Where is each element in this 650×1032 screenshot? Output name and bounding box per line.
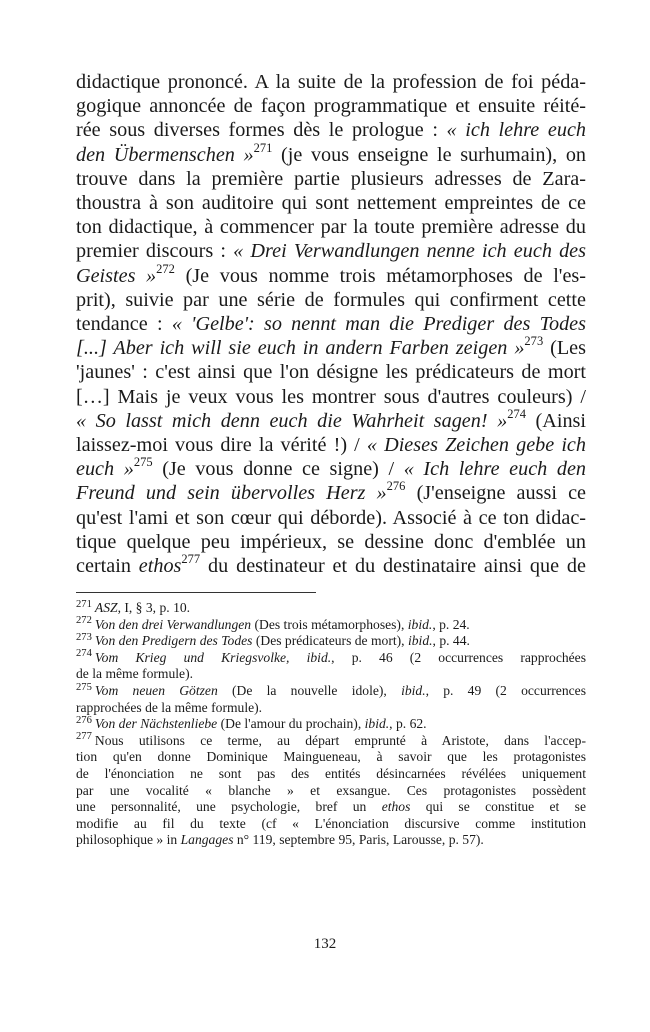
text-run: , p. 49 (2 occurrences [425, 682, 586, 698]
text-run: thoustra à son auditoire qui sont nettement empreintes de ce [76, 192, 586, 215]
body-line [76, 457, 586, 481]
footnote-line [76, 799, 586, 816]
body-line [76, 167, 586, 191]
body-line [76, 385, 586, 409]
text-run: , p. 24. [432, 616, 470, 632]
italic-run: ibid. [407, 616, 433, 632]
footnote-line [76, 733, 586, 750]
italic-run: ibid. [401, 682, 426, 698]
italic-run: Von den Predigern des Todes [94, 633, 253, 649]
body-line [76, 215, 586, 239]
footnote-line [76, 600, 586, 617]
footnote-number: 276 [76, 714, 92, 726]
italic-run: « Drei Verwandlungen nenne ich euch des [233, 240, 586, 263]
text-run: par une vocalité « blanche » et exsangue. Ces protagonistes possèdent [76, 782, 586, 798]
text-run: gogique annoncée de façon programmatique et ensuite réité- [76, 95, 586, 118]
text-run: , p. 44. [432, 633, 470, 649]
body-line [76, 312, 586, 336]
italic-run: Langages [180, 832, 234, 848]
footnote-line [76, 617, 586, 634]
text-run: premier discours : [76, 240, 234, 263]
text-run: certain [76, 555, 139, 578]
text-run: (Je vous nomme trois métamorphoses de l'es- [174, 264, 586, 287]
footnote-ref: 272 [156, 261, 175, 276]
footnotes [76, 600, 586, 849]
body-line [76, 481, 586, 505]
text-run: du destinateur et du destinataire ainsi que de [200, 555, 586, 578]
body-line [76, 140, 587, 167]
text-run: trouve dans la première partie plusieurs adresses de Zara- [76, 167, 586, 190]
footnote-ref: 274 [507, 407, 526, 422]
body-line [76, 261, 586, 288]
italic-run: ibid. [407, 633, 433, 649]
text-run: qu'est l'ami et son cœur qui déborde). Associé à ce ton didac- [76, 506, 586, 529]
italic-run: den Übermenschen » [76, 143, 254, 166]
footnote-ref: 275 [133, 455, 153, 470]
body-line [76, 530, 586, 554]
body-line [76, 336, 586, 360]
footnote-line [76, 766, 586, 783]
text-run: (De l'amour du prochain), [217, 716, 365, 732]
body-line [76, 118, 586, 142]
footnote-line [76, 700, 586, 717]
italic-run: « 'Gelbe': so nennt man die Prediger des Todes [171, 313, 586, 336]
text-run: 'jaunes' : c'est ainsi que l'on désigne les prédicateurs de mort [76, 361, 586, 384]
body-line [76, 409, 586, 433]
italic-run: ibid. [364, 716, 390, 732]
text-run: (Les [543, 337, 586, 360]
footnote-number: 272 [76, 615, 92, 627]
italic-run: « Ich lehre euch den [403, 458, 586, 481]
footnote-line [76, 783, 586, 800]
footnote-ref: 277 [181, 552, 201, 567]
body-line [76, 360, 586, 384]
italic-run: ASZ [94, 600, 118, 615]
italic-run: Geistes » [76, 264, 157, 287]
italic-run: Von der Nächstenliebe [94, 716, 218, 732]
body-line [76, 506, 586, 530]
page-number: 132 [313, 936, 337, 952]
body-line [76, 191, 586, 215]
text-run: prit), suivie par une série de formules qui confirment cette [76, 288, 586, 311]
text-run: (Je vous donne ce signe) / [152, 458, 404, 481]
footnote-ref: 276 [386, 479, 406, 494]
text-run: tendance : [76, 313, 172, 336]
text-run: de la même formule). [76, 666, 194, 682]
text-run: […] Mais je veux vous les montrer sous d'autres couleurs) / [76, 385, 586, 408]
text-run: (je vous enseigne le surhumain), on [272, 143, 587, 166]
body-line [76, 433, 586, 457]
body-line [76, 288, 586, 312]
text-run: , p. 46 (2 occurrences rapprochées [331, 649, 587, 665]
footnote-number: 277 [76, 731, 92, 743]
italic-run: [...] Aber ich will sie euch in andern Farben zeigen » [76, 337, 525, 360]
italic-run: ethos [138, 555, 182, 578]
text-run: rapprochées de la même formule). [76, 699, 263, 715]
footnote-number: 274 [76, 648, 92, 660]
body-line [76, 239, 586, 263]
footnote-number: 275 [76, 681, 92, 693]
italic-run: « So lasst mich denn euch die Wahrheit sagen! » [76, 409, 508, 432]
text-run: tique quelque peu impérieux, se dessine donc d'emblée un [76, 530, 586, 553]
text-run: , I, § 3, p. 10. [117, 600, 191, 615]
text-run: Nous utilisons ce terme, au départ emprunté à Aristote, dans l'accep- [94, 732, 586, 748]
text-run: , p. 62. [389, 716, 427, 732]
footnote-line [76, 666, 586, 683]
footnote-line [76, 816, 586, 833]
body-text [76, 70, 586, 578]
footnote-separator [76, 592, 316, 593]
text-run: une personnalité, une psychologie, bref un [76, 799, 382, 815]
text-run: tion qu'en donne Dominique Maingueneau, à savoir que les protagonistes [76, 749, 586, 765]
footnote-ref: 271 [253, 140, 273, 155]
text-run: qui se constitue et se [410, 799, 586, 815]
text-run: de l'énonciation ne sont pas des entités désincarnées révélées uniquement [76, 765, 586, 781]
italic-run: Vom Krieg und Kriegsvolke, ibid. [94, 649, 332, 665]
italic-run: Von den drei Verwandlungen [94, 616, 252, 632]
footnote-number: 273 [76, 631, 92, 643]
text-run: didactique prononcé. A la suite de la profession de foi péda- [76, 71, 586, 93]
italic-run: « Dieses Zeichen gebe ich [366, 434, 586, 457]
footnote-line [76, 650, 586, 667]
footnote-number: 271 [76, 598, 92, 610]
footnote-line [76, 633, 586, 650]
footnote-line [76, 832, 586, 849]
text-run: (Ainsi [526, 409, 587, 432]
italic-run: euch » [76, 458, 134, 481]
italic-run: ethos [381, 799, 411, 815]
text-run: modifie au fil du texte (cf « L'énonciation discursive comme institution [76, 815, 586, 831]
text-run: (Des prédicateurs de mort), [252, 633, 408, 649]
italic-run: Freund und sein übervolles Herz » [76, 482, 387, 505]
footnote-line [76, 683, 586, 700]
body-line [76, 94, 586, 118]
footnote-line [76, 716, 586, 733]
body-line [76, 70, 586, 94]
text-run: philosophique » in [76, 832, 181, 848]
footnote-ref: 273 [524, 334, 544, 349]
footnote-line [76, 749, 586, 766]
text-run: (De la nouvelle idole), [217, 682, 402, 698]
text-run: ton didactique, à commencer par la toute première adresse du [76, 216, 586, 239]
text-run: n° 119, septembre 95, Paris, Larousse, p. 57). [233, 832, 484, 848]
italic-run: « ich lehre euch [446, 119, 586, 142]
body-line [76, 554, 586, 578]
text-run: rée sous diverses formes dès le prologue : [76, 119, 447, 142]
text-run: laissez-moi vous dire la vérité !) / [76, 434, 367, 457]
text-run: (J'enseigne aussi ce [405, 482, 586, 505]
text-run: (Des trois métamorphoses), [251, 616, 408, 632]
italic-run: Vom neuen Götzen [94, 682, 218, 698]
